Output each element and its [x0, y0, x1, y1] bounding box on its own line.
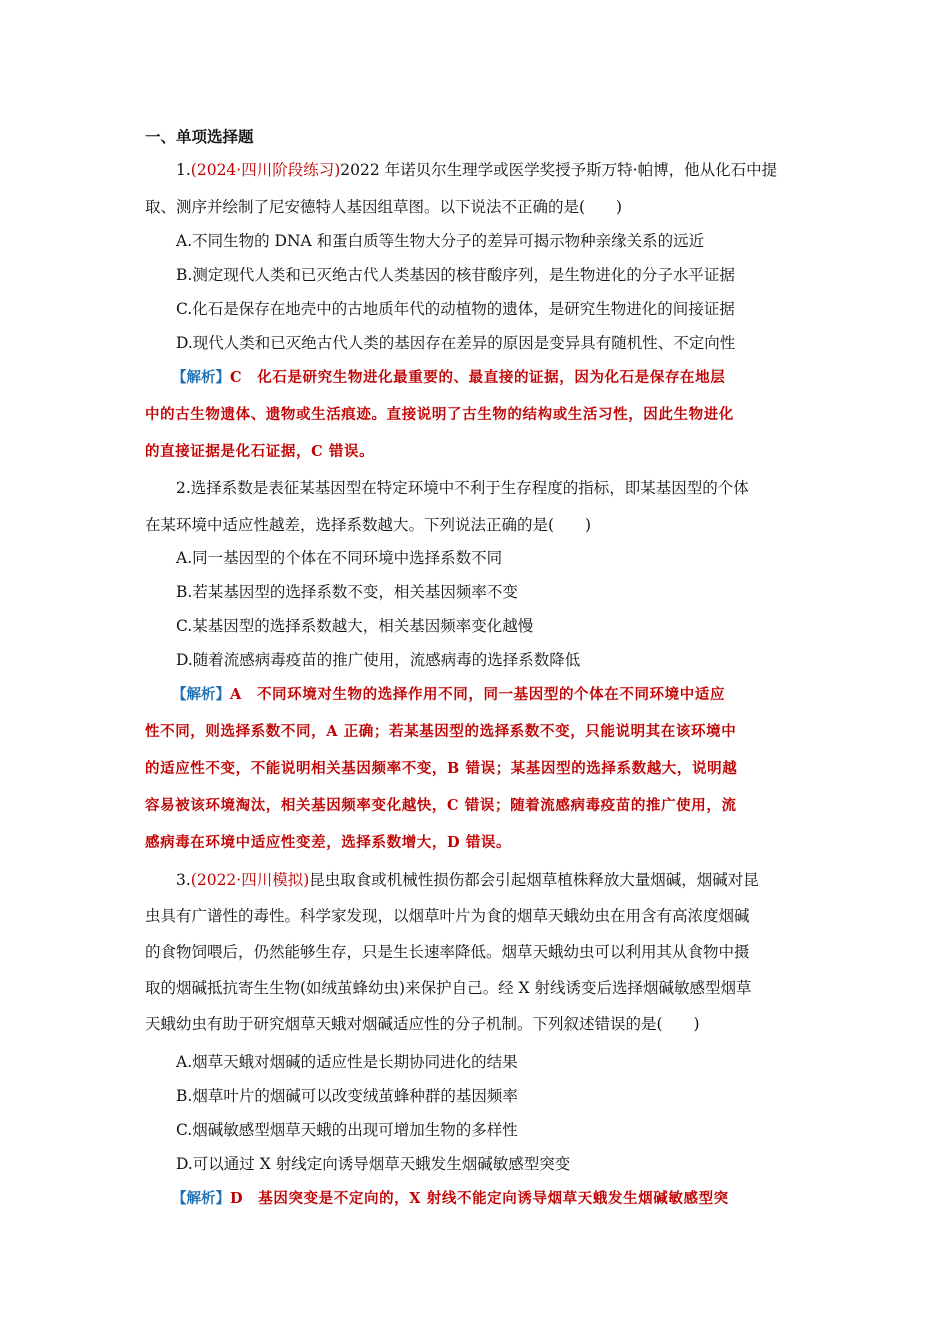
analysis-line: 【解析】C 化石是研究生物进化最重要的、最直接的证据，因为化石是保存在地层 — [172, 369, 726, 386]
question-source: (2024·四川阶段练习) — [190, 161, 341, 179]
option-a: A.烟草天蛾对烟碱的适应性是长期协同进化的结果 — [176, 1053, 518, 1071]
analysis-tag: 【解析】 — [172, 369, 230, 386]
question-number: 3. — [176, 871, 191, 889]
option-b: B.烟草叶片的烟碱可以改变绒茧蜂种群的基因频率 — [176, 1087, 518, 1105]
option-d: D.可以通过 X 射线定向诱导烟草天蛾发生烟碱敏感型突变 — [176, 1155, 571, 1173]
option-c: C.烟碱敏感型烟草天蛾的出现可增加生物的多样性 — [176, 1121, 518, 1139]
analysis-line: 【解析】D 基因突变是不定向的，X 射线不能定向诱导烟草天蛾发生烟碱敏感型突 — [172, 1190, 729, 1207]
analysis-line: 感病毒在环境中适应性变差，选择系数增大，D 错误。 — [145, 834, 512, 851]
option-b: B.测定现代人类和已灭绝古代人类基因的核苷酸序列，是生物进化的分子水平证据 — [176, 266, 735, 284]
option-c: C.化石是保存在地壳中的古地质年代的动植物的遗体，是研究生物进化的间接证据 — [176, 300, 735, 318]
option-d: D.随着流感病毒疫苗的推广使用，流感病毒的选择系数降低 — [176, 651, 581, 669]
question-3-stem — [176, 869, 759, 891]
analysis-tag: 【解析】 — [172, 686, 230, 703]
stem-text: 天蛾幼虫有助于研究烟草天蛾对烟碱适应性的分子机制。下列叙述错误的是( ) — [145, 1015, 700, 1033]
option-a: A.同一基因型的个体在不同环境中选择系数不同 — [176, 549, 503, 567]
section-title: 一、单项选择题 — [145, 127, 254, 146]
analysis-line: 的适应性不变，不能说明相关基因频率不变，B 错误；某基因型的选择系数越大，说明越 — [145, 760, 738, 777]
question-number: 1. — [176, 161, 191, 179]
stem-text: 虫具有广谱性的毒性。科学家发现，以烟草叶片为食的烟草天蛾幼虫在用含有高浓度烟碱 — [145, 907, 750, 925]
analysis-tag: 【解析】 — [172, 1190, 230, 1207]
stem-text: 昆虫取食或机械性损伤都会引起烟草植株释放大量烟碱，烟碱对昆 — [309, 871, 759, 889]
analysis-line: 容易被该环境淘汰，相关基因频率变化越快，C 错误；随着流感病毒疫苗的推广使用，流 — [145, 797, 737, 814]
option-c: C.某基因型的选择系数越大，相关基因频率变化越慢 — [176, 617, 534, 635]
analysis-line: 性不同，则选择系数不同，A 正确；若某基因型的选择系数不变，只能说明其在该环境中 — [145, 723, 737, 740]
stem-text: 取、测序并绘制了尼安德特人基因组草图。以下说法不正确的是( ) — [145, 198, 623, 216]
option-a: A.不同生物的 DNA 和蛋白质等生物大分子的差异可揭示物种亲缘关系的远近 — [176, 232, 705, 250]
analysis-line: 的直接证据是化石证据，C 错误。 — [145, 443, 375, 460]
stem-text: 的食物饲喂后，仍然能够生存，只是生长速率降低。烟草天蛾幼虫可以利用其从食物中摄 — [145, 943, 750, 961]
question-source: (2022·四川模拟) — [190, 871, 310, 889]
question-number: 2. — [176, 479, 191, 497]
question-2-stem — [176, 477, 749, 499]
option-d: D.现代人类和已灭绝古代人类的基因存在差异的原因是变异具有随机性、不定向性 — [176, 334, 736, 352]
stem-text: 选择系数是表征某基因型在特定环境中不利于生存程度的指标，即某基因型的个体 — [190, 479, 749, 497]
analysis-line: 中的古生物遗体、遗物或生活痕迹。直接说明了古生物的结构或生活习性，因此生物进化 — [145, 406, 734, 423]
stem-text: 取的烟碱抵抗寄生生物(如绒茧蜂幼虫)来保护自己。经 X 射线诱变后选择烟碱敏感型烟草 — [145, 979, 752, 997]
question-1-stem — [176, 159, 777, 181]
analysis-line: 【解析】A 不同环境对生物的选择作用不同，同一基因型的个体在不同环境中适应 — [172, 686, 726, 703]
stem-text: 2022 年诺贝尔生理学或医学奖授予斯万特·帕博，他从化石中提 — [340, 161, 778, 179]
stem-text: 在某环境中适应性越差，选择系数越大。下列说法正确的是( ) — [145, 516, 592, 534]
option-b: B.若某基因型的选择系数不变，相关基因频率不变 — [176, 583, 518, 601]
